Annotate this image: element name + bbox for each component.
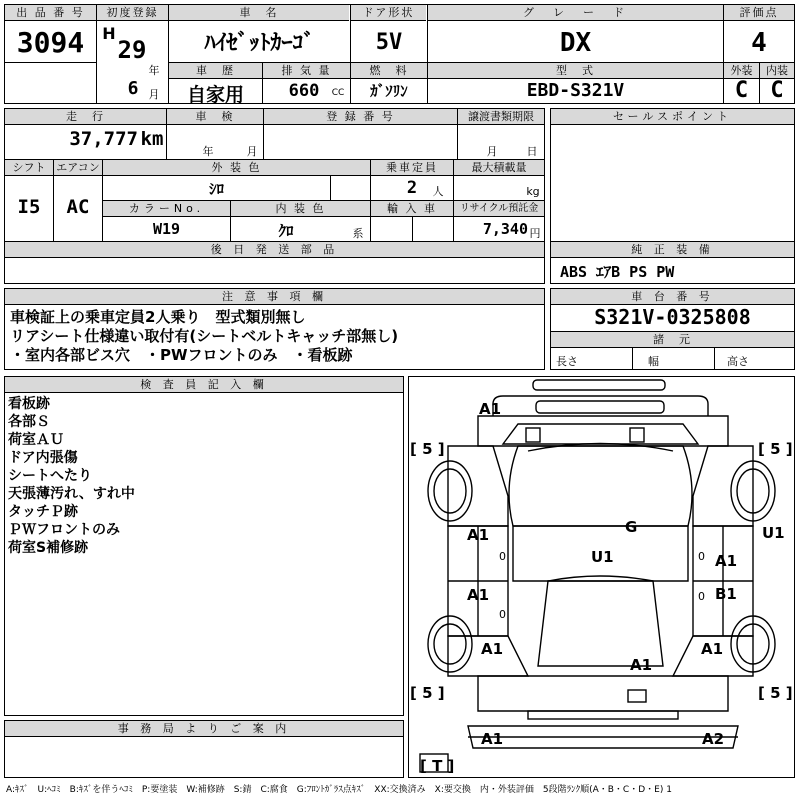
max-load-unit: kg	[526, 185, 540, 198]
score-label: 評価点	[724, 5, 794, 21]
car-outline-diagram	[408, 376, 795, 778]
mark-cargo-floor: A1	[630, 656, 653, 674]
mark-windshield: G	[625, 518, 638, 536]
standard-equipment: ABS ｴｱB PS PW	[560, 263, 675, 281]
interior-grade-label: 内装	[760, 63, 794, 79]
transfer-day-unit: 日	[526, 145, 538, 158]
color-number-label: カラーNo.	[103, 201, 230, 217]
mark-left-rear-fender: A1	[481, 640, 504, 658]
legend: A:ｷｽﾞ U:ﾍｺﾐ B:ｷｽﾞを伴うﾍｺﾐ P:要塗装 W:補修跡 S:錆 C:腐食 G:ﾌﾛﾝﾄｶﾞﾗｽ点ｷｽﾞ XX:交換済み X:要交換 内・外装評価 5段階ﾗﾝｸ順(A・B・C・D・E) 1	[6, 785, 672, 795]
standard-equipment-label: 純 正 装 備	[551, 242, 794, 258]
mark-right-front-door-sub: 0	[698, 550, 705, 563]
recycle-fee-unit: 円	[529, 227, 541, 240]
mark-left-front-door-sub: 0	[499, 550, 506, 563]
aircon-label: エアコン	[54, 160, 102, 176]
inspector-line-5: シートへたり	[8, 468, 92, 484]
era: H	[102, 24, 116, 43]
shift-label: シフト	[5, 160, 53, 176]
chassis-label: 車 台 番 号	[551, 289, 794, 305]
mark-roof: U1	[591, 548, 614, 566]
mark-right-rear-door-sub: 0	[698, 590, 705, 603]
exterior-color-label: 外 装 色	[103, 160, 370, 176]
transfer-deadline-label: 譲渡書類期限	[458, 109, 544, 125]
inspector-line-2: 各部Ｓ	[8, 414, 50, 430]
registration-number-label: 登 録 番 号	[264, 109, 457, 125]
mark-right-front-fender: U1	[762, 524, 785, 542]
transfer-month-unit: 月	[486, 145, 498, 158]
aircon: AC	[66, 196, 90, 218]
color-number: W19	[152, 220, 181, 238]
tire-front-left: [ 5 ]	[410, 440, 445, 458]
mark-right-front-door: A1	[715, 552, 738, 570]
note-line-3: ・室内各部ビス穴 ・PWフロントのみ ・看板跡	[10, 346, 353, 364]
import-label: 輸 入 車	[371, 201, 453, 217]
later-parts-label: 後 日 発 送 部 品	[5, 242, 544, 258]
inspector-line-1: 看板跡	[8, 396, 50, 412]
recycle-fee-label: リサイクル預託金	[454, 201, 544, 217]
inspector-line-6: 天張薄汚れ、すれ中	[8, 486, 135, 502]
spec-label: 諸 元	[551, 332, 794, 348]
notes-label: 注 意 事 項 欄	[5, 289, 544, 305]
inspector-line-3: 荷室ＡＵ	[8, 432, 64, 448]
recycle-fee: 7,340	[482, 220, 528, 238]
inspector-line-8: ＰＷフロントのみ	[8, 522, 120, 538]
score: 4	[751, 28, 767, 58]
tire-rear-left: [ 5 ]	[410, 684, 445, 702]
door-type-label: ドア形状	[351, 5, 426, 21]
mark-right-rear-fender: A1	[701, 640, 724, 658]
first-registration-label: 初度登録	[97, 5, 168, 21]
registration-month: 6	[127, 78, 139, 99]
fuel: ｶﾞｿﾘﾝ	[370, 82, 408, 100]
inspection-month-unit: 月	[246, 145, 258, 158]
inspector-line-4: ドア内張傷	[8, 450, 78, 466]
spare-tire: [ T ]	[420, 757, 455, 775]
interior-color-unit: 系	[352, 227, 364, 240]
lot-number: 3094	[16, 26, 85, 59]
capacity-unit: 人	[432, 185, 444, 198]
mark-left-front-door: A1	[467, 526, 490, 544]
registration-year: 29	[117, 36, 147, 64]
history-label: 車 歴	[169, 63, 262, 79]
capacity: 2	[406, 178, 418, 198]
cc-unit: CC	[331, 88, 345, 98]
capacity-label: 乗車定員	[371, 160, 453, 176]
interior-grade: C	[770, 78, 784, 103]
inspector-line-7: タッチＰ跡	[8, 504, 78, 520]
note-line-1: 車検証上の乗車定員2人乗り 型式類別無し	[10, 308, 306, 326]
inspector-line-9: 荷室S補修跡	[8, 540, 89, 556]
lot-number-label: 出 品 番 号	[5, 5, 96, 21]
grade: DX	[559, 28, 592, 58]
door-type: 5V	[375, 30, 403, 55]
tire-rear-right: [ 5 ]	[758, 684, 793, 702]
width-label: 幅	[648, 355, 659, 368]
exterior-color: ｼﾛ	[208, 180, 224, 198]
inspection-year-unit: 年	[202, 145, 214, 158]
fuel-label: 燃 料	[351, 63, 427, 79]
inspection-label: 車 検	[167, 109, 263, 125]
exterior-grade-label: 外装	[724, 63, 759, 79]
year-unit: 年	[148, 64, 160, 77]
mileage-label: 走 行	[5, 109, 166, 125]
car-name-label: 車 名	[169, 5, 349, 21]
exterior-grade: C	[734, 78, 749, 103]
shift: I5	[17, 196, 41, 218]
inspector-label: 検 査 員 記 入 欄	[5, 377, 403, 393]
model-label: 型 式	[428, 63, 723, 79]
sales-point-label: セールスポイント	[551, 109, 794, 125]
interior-color: ｸﾛ	[278, 222, 294, 240]
mileage-unit: km	[140, 128, 164, 150]
month-unit: 月	[148, 88, 160, 101]
interior-color-label: 内 装 色	[231, 201, 370, 217]
max-load-label: 最大積載量	[454, 160, 544, 176]
mark-rear-left: A1	[481, 730, 504, 748]
tire-front-right: [ 5 ]	[758, 440, 793, 458]
note-line-2: リアシート仕様違い取付有(シートベルトキャッチ部無し)	[10, 327, 399, 345]
length-label: 長さ	[556, 355, 578, 368]
chassis-number: S321V-0325808	[594, 305, 751, 329]
height-label: 高さ	[727, 355, 749, 368]
mark-rear-right: A2	[702, 730, 725, 748]
mark-front-bumper: A1	[479, 400, 502, 418]
grade-label: グ レ ー ド	[428, 5, 723, 21]
car-name: ﾊｲｾﾞｯﾄｶｰｺﾞ	[204, 31, 315, 56]
mark-right-rear-door: B1	[715, 585, 737, 603]
mark-left-rear-door-sub: 0	[499, 608, 506, 621]
displacement-label: 排 気 量	[263, 63, 350, 79]
model-code: EBD-S321V	[526, 80, 625, 101]
mark-left-rear-door: A1	[467, 586, 490, 604]
office-label: 事 務 局 よ り ご 案 内	[5, 721, 403, 737]
vehicle-history: 自家用	[186, 84, 244, 106]
displacement: 660	[288, 81, 320, 101]
mileage: 37,777	[69, 128, 138, 150]
